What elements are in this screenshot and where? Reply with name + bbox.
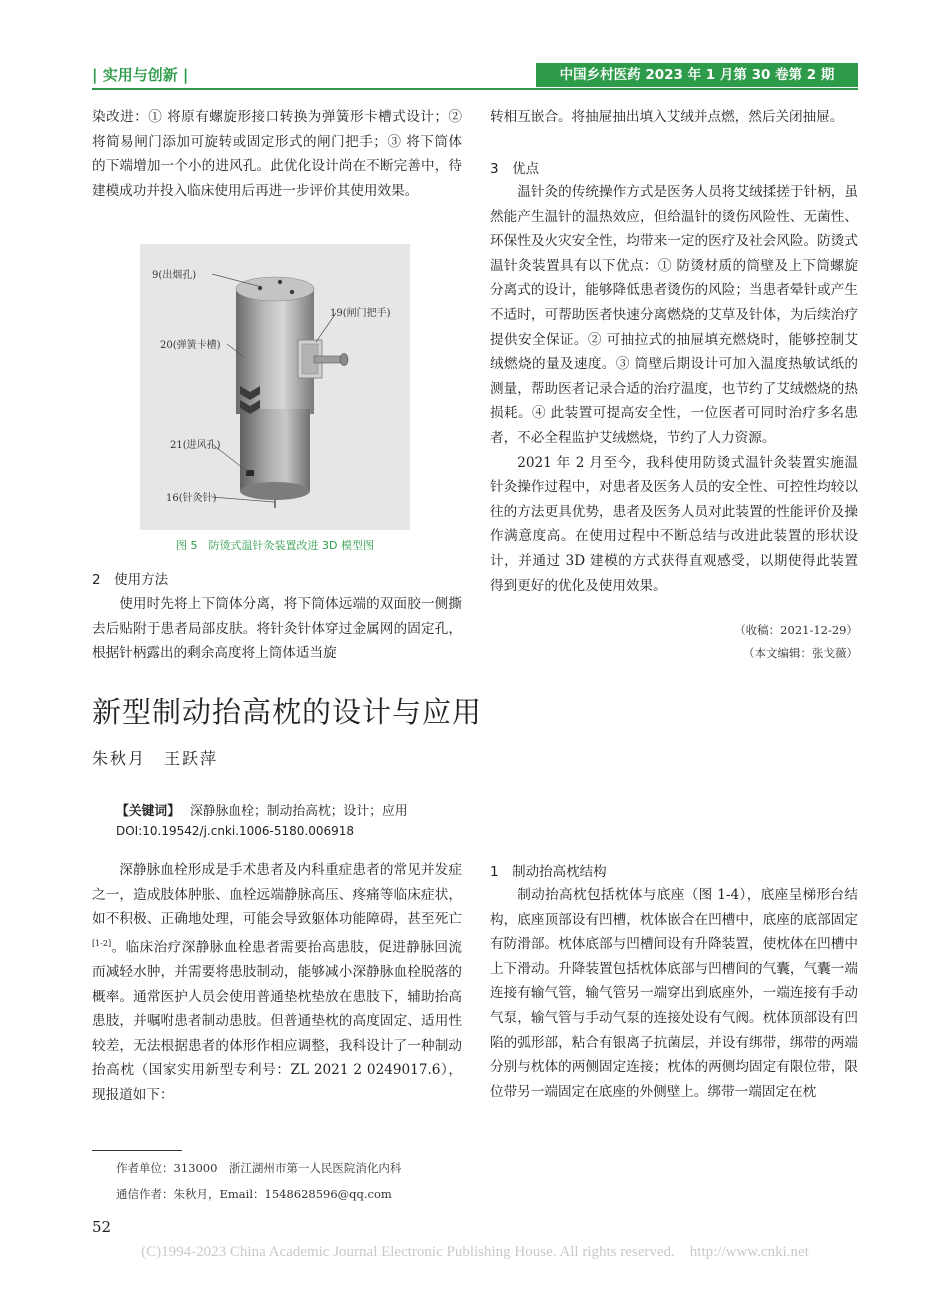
received-date: （收稿：2021-12-29） bbox=[734, 623, 858, 637]
usage-text: 使用时先将上下筒体分离，将下筒体远端的双面胶一侧撕去后贴附于患者局部皮肤。将针灸针体穿过金属网的固定孔，根据针柄露出的剩余高度将上筒体适当旋 bbox=[92, 596, 462, 662]
corresponding-author: 通信作者：朱秋月，Email：1548628596@qq.com bbox=[116, 1187, 392, 1201]
device-3d-model-image bbox=[140, 244, 410, 530]
label-acupuncture-needle: 16(针灸针) bbox=[166, 493, 217, 504]
copyright-watermark: (C)1994-2023 China Academic Journal Electronic Publishing House. All rights reserved. http://www.cnki.net bbox=[141, 1244, 809, 1260]
journal-banner: 中国乡村医药 2023 年 1 月第 30 卷第 2 期 bbox=[536, 63, 858, 87]
left-top-paragraph bbox=[92, 105, 462, 203]
left-top-text: 染改进：① 将原有螺旋形接口转换为弹簧形卡槽式设计；② 将简易闸门添加可旋转或固定形式的闸门把手；③ 将下筒体的下端增加一个小的进风孔。此优化设计尚在不断完善中，待建模成功并投入临床使用后再进一步评价其使用效果。 bbox=[92, 109, 462, 199]
author-affiliation: 作者单位：313000 浙江湖州市第一人民医院消化内科 bbox=[116, 1161, 402, 1175]
right-top-paragraph bbox=[490, 105, 858, 130]
article-authors: 朱秋月 王跃萍 bbox=[92, 749, 219, 768]
keywords-text: 深静脉血栓；制动抬高枕；设计；应用 bbox=[189, 804, 408, 819]
structure-text: 制动抬高枕包括枕体与底座（图 1-4），底座呈梯形台结构，底座顶部设有凹槽，枕体嵌合在凹槽中，底座的底部固定有防滑部。枕体底部与凹槽间设有升降装置，使枕体在凹槽中上下滑动。升降装置包括枕体底部与凹槽间的气囊，气囊一端连接有输气管，输气管另一端穿出到底座外，一端连接有手动气泵，输气管与手动气泵的连接处设有气阀。枕体顶部设有凹陷的弧形部，粘合有银离子抗菌层，并设有绑带，绑带的两端分别与枕体的两侧固定连接；枕体的两侧均固定有限位带，限位带另一端固定在底座的外侧壁上。绑带一端固定在枕 bbox=[490, 887, 858, 1100]
citation: [1-2] bbox=[92, 938, 112, 948]
figure-caption: 图 5 防烫式温针灸装置改进 3D 模型图 bbox=[176, 539, 374, 552]
intro-text-2: 。临床治疗深静脉血栓患者需要抬高患肢，促进静脉回流而减轻水肿，并需要将患肢制动，能够减小深静脉血栓脱落的概率。通常医护人员会使用普通垫枕垫放在患肢下，辅助抬高患肢，并嘱咐患者制动患肢。但普通垫枕的高度固定、适用性较差，无法根据患者的体形作相应调整，我科设计了一种制动抬高枕（国家实用新型专利号：ZL 2021 2 0249017.6），现报道如下： bbox=[92, 939, 462, 1103]
section-heading-advantages: 3 优点 bbox=[490, 161, 540, 177]
page-number: 52 bbox=[92, 1218, 112, 1236]
label-gate-handle: 19(闸门把手) bbox=[330, 308, 391, 319]
footnote-rule bbox=[92, 1150, 182, 1151]
advantages-paragraph-2: 2021 年 2 月至今，我科使用防烫式温针灸装置实施温针灸操作过程中，对患者及医务人员的安全性、可控性均较以往的方法更具优势，患者及医务人员对此装置的性能评价及操作满意度高。在使用过程中不断总结与改进此装置的形状设计，并通过 3D 建模的方式获得直观感受，以期使得此装置得到更好的优化及使用效果。 bbox=[490, 454, 858, 594]
label-spring-slot: 20(弹簧卡槽) bbox=[160, 340, 221, 351]
usage-paragraph bbox=[92, 592, 462, 666]
advantages-body bbox=[490, 180, 858, 598]
keywords-line bbox=[116, 800, 466, 824]
section-label: | 实用与创新 | bbox=[92, 66, 189, 84]
structure-paragraph bbox=[490, 883, 858, 1104]
article-title: 新型制动抬高枕的设计与应用 bbox=[92, 695, 483, 729]
intro-text-1: 深静脉血栓形成是手术患者及内科重症患者的常见并发症之一，造成肢体肿胀、血栓远端静脉高压、疼痛等临床症状，如不积极、正确地处理，可能会导致躯体功能障碍，甚至死亡 bbox=[92, 862, 462, 928]
header-rule bbox=[92, 88, 858, 90]
section-heading-structure: 1 制动抬高枕结构 bbox=[490, 864, 607, 880]
editor-note: （本文编辑：张戈薇） bbox=[743, 646, 858, 660]
section-heading-usage: 2 使用方法 bbox=[92, 572, 169, 588]
advantages-paragraph-1: 温针灸的传统操作方式是医务人员将艾绒揉搓于针柄，虽然能产生温针的温热效应，但给温针的烫伤风险性、无菌性、环保性及火灾安全性，均带来一定的医疗及社会风险。防烫式温针灸装置具有以下优点：① 防烫材质的筒壁及上下筒螺旋分离式的设计，能够降低患者烫伤的风险；当患者晕针或产生不适时，可帮助医者快速分离燃烧的艾草及针体，为后续治疗提供安全保证。② 可抽拉式的抽屉填充燃烧时，能够控制艾绒燃烧的量及速度。③ 筒壁后期设计可加入温度热敏试纸的测量，帮助医者记录合适的治疗温度，也节约了艾绒燃烧的热损耗。④ 此装置可提高安全性，一位医者可同时治疗多名患者，不必全程监护艾绒燃烧，节约了人力资源。 bbox=[490, 184, 858, 446]
right-top-text: 转相互嵌合。将抽屉抽出填入艾绒并点燃，然后关闭抽屉。 bbox=[490, 109, 844, 125]
figure-5 bbox=[140, 244, 410, 530]
label-smoke-hole: 9(出烟孔) bbox=[152, 270, 197, 281]
keywords-label: 【关键词】 bbox=[116, 804, 180, 819]
intro-paragraph bbox=[92, 858, 462, 1107]
doi: DOI:10.19542/j.cnki.1006-5180.006918 bbox=[116, 824, 355, 838]
label-air-inlet: 21(进风孔) bbox=[170, 440, 221, 451]
